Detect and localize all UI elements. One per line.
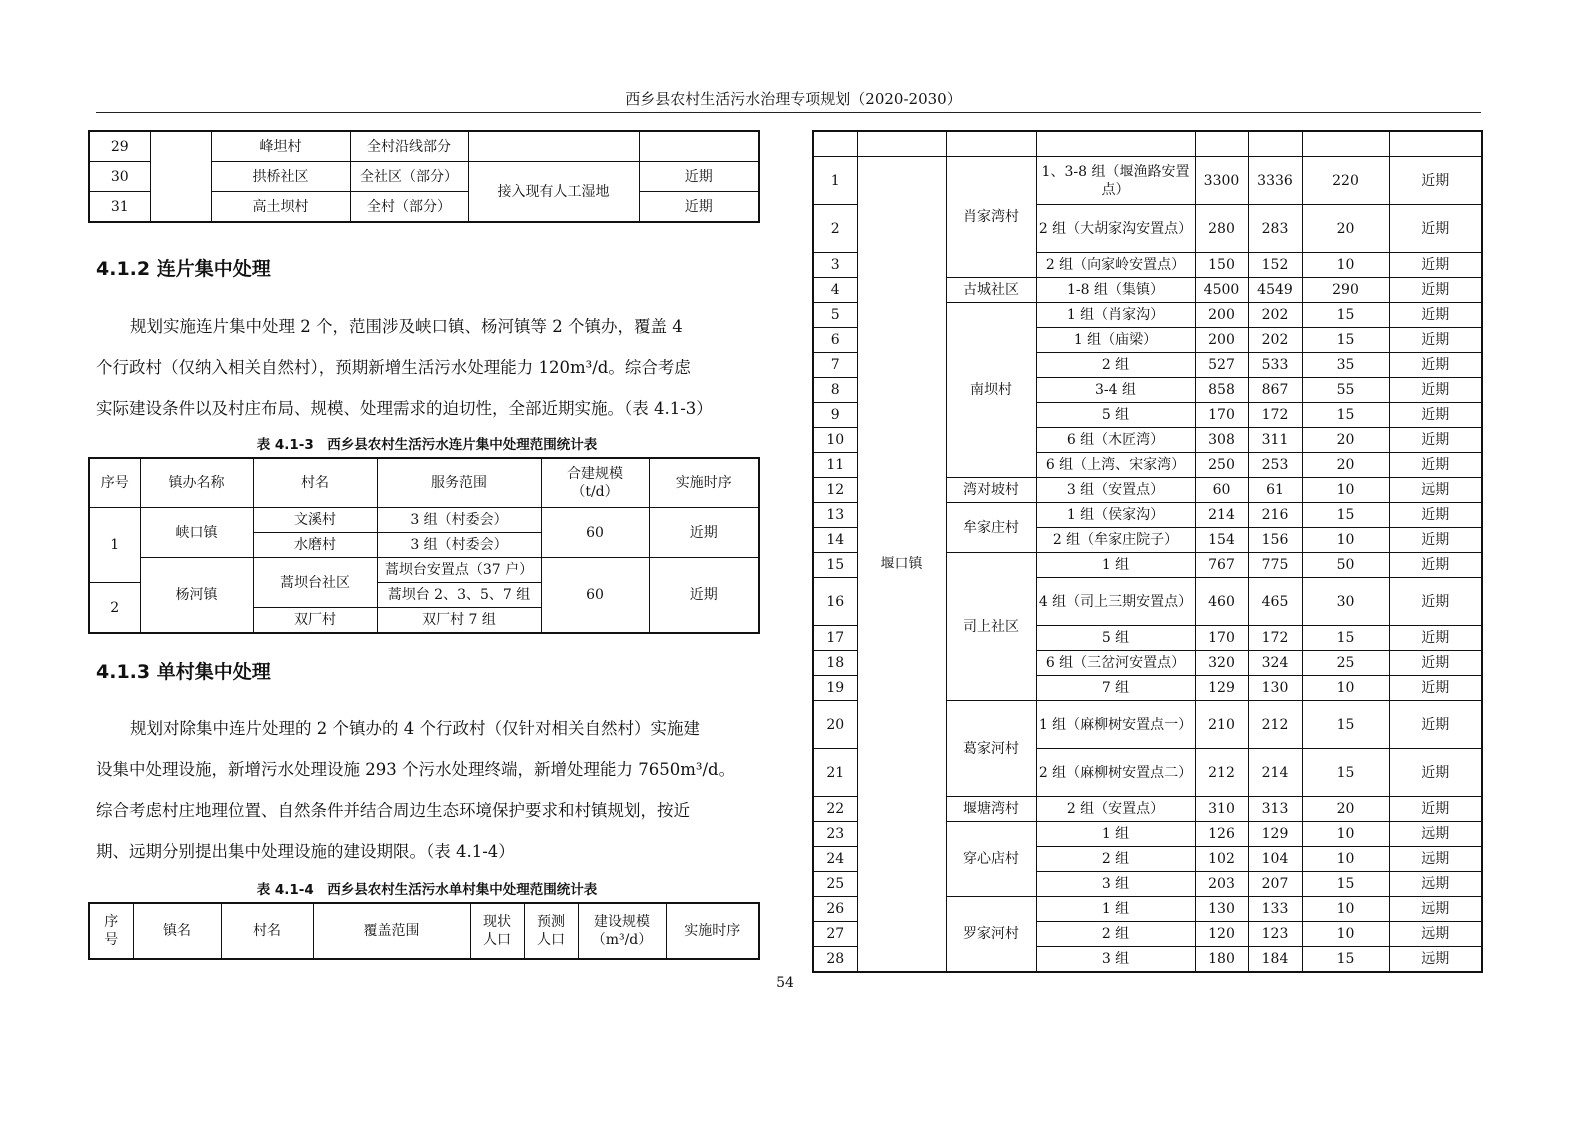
table-4-1-3 bbox=[88, 457, 760, 634]
phase: 远期 bbox=[1389, 897, 1482, 922]
current-population: 320 bbox=[1195, 651, 1248, 676]
current-population: 129 bbox=[1195, 676, 1248, 701]
coverage-scope: 2 组 bbox=[1036, 922, 1195, 947]
predicted-population: 4549 bbox=[1248, 278, 1302, 303]
village-name: 葛家河村 bbox=[946, 701, 1036, 797]
predicted-population: 184 bbox=[1248, 947, 1302, 973]
current-population: 170 bbox=[1195, 403, 1248, 428]
predicted-population: 216 bbox=[1248, 503, 1302, 528]
current-population: 212 bbox=[1195, 749, 1248, 797]
phase: 近期 bbox=[1389, 303, 1482, 328]
design-scale: 15 bbox=[1302, 403, 1389, 428]
design-scale: 15 bbox=[1302, 328, 1389, 353]
col-header: 镇办名称 bbox=[140, 458, 253, 508]
col-header: 实施时序 bbox=[666, 903, 759, 959]
blank-header-cell bbox=[1195, 131, 1248, 157]
row-number: 10 bbox=[813, 428, 857, 453]
service-scope: 双厂村 7 组 bbox=[377, 608, 541, 634]
table-4-1-4-continued bbox=[812, 130, 1483, 973]
current-population: 180 bbox=[1195, 947, 1248, 973]
phase: 近期 bbox=[1389, 578, 1482, 626]
coverage-scope: 6 组（上湾、宋家湾） bbox=[1036, 453, 1195, 478]
current-population: 858 bbox=[1195, 378, 1248, 403]
phase: 近期 bbox=[1389, 253, 1482, 278]
phase: 近期 bbox=[1389, 676, 1482, 701]
village-name: 双厂村 bbox=[253, 608, 377, 634]
design-scale: 15 bbox=[1302, 749, 1389, 797]
predicted-population: 61 bbox=[1248, 478, 1302, 503]
phase: 远期 bbox=[1389, 872, 1482, 897]
row-number: 25 bbox=[813, 872, 857, 897]
design-scale: 20 bbox=[1302, 428, 1389, 453]
design-scale: 10 bbox=[1302, 528, 1389, 553]
current-population: 154 bbox=[1195, 528, 1248, 553]
predicted-population: 311 bbox=[1248, 428, 1302, 453]
design-scale: 15 bbox=[1302, 626, 1389, 651]
design-scale: 15 bbox=[1302, 701, 1389, 749]
design-scale: 15 bbox=[1302, 503, 1389, 528]
village-name: 水磨村 bbox=[253, 533, 377, 558]
phase: 远期 bbox=[1389, 947, 1482, 973]
col-header: 实施时序 bbox=[649, 458, 759, 508]
design-scale: 10 bbox=[1302, 478, 1389, 503]
row-number: 14 bbox=[813, 528, 857, 553]
row-number: 17 bbox=[813, 626, 857, 651]
coverage-scope: 3 组（安置点） bbox=[1036, 478, 1195, 503]
town-name: 杨河镇 bbox=[140, 558, 253, 634]
table-row bbox=[89, 508, 759, 533]
coverage-scope: 2 组 bbox=[1036, 353, 1195, 378]
predicted-population: 465 bbox=[1248, 578, 1302, 626]
phase: 近期 bbox=[639, 162, 759, 192]
current-population: 210 bbox=[1195, 701, 1248, 749]
village-name: 峰坦村 bbox=[211, 131, 350, 162]
blank-header-cell bbox=[946, 131, 1036, 157]
current-population: 203 bbox=[1195, 872, 1248, 897]
col-header: 覆盖范围 bbox=[313, 903, 470, 959]
coverage-scope: 1 组（麻柳树安置点一） bbox=[1036, 701, 1195, 749]
phase: 近期 bbox=[639, 192, 759, 223]
row-number: 7 bbox=[813, 353, 857, 378]
design-scale: 20 bbox=[1302, 453, 1389, 478]
current-population: 170 bbox=[1195, 626, 1248, 651]
table-header-row bbox=[813, 131, 1482, 157]
current-population: 4500 bbox=[1195, 278, 1248, 303]
row-number: 30 bbox=[89, 162, 150, 192]
predicted-population: 313 bbox=[1248, 797, 1302, 822]
coverage-scope: 1 组 bbox=[1036, 822, 1195, 847]
service-scope: 蒿坝台 2、3、5、7 组 bbox=[377, 583, 541, 608]
town-name: 堰口镇 bbox=[857, 157, 946, 973]
row-number: 24 bbox=[813, 847, 857, 872]
service-scope: 全村沿线部分 bbox=[350, 131, 468, 162]
row-number: 16 bbox=[813, 578, 857, 626]
row-number: 1 bbox=[813, 157, 857, 205]
design-scale: 15 bbox=[1302, 303, 1389, 328]
row-number: 26 bbox=[813, 897, 857, 922]
row-number: 22 bbox=[813, 797, 857, 822]
col-header: 序号 bbox=[89, 458, 140, 508]
row-number: 2 bbox=[813, 205, 857, 253]
village-name: 拱桥社区 bbox=[211, 162, 350, 192]
village-name: 肖家湾村 bbox=[946, 157, 1036, 278]
paragraph-4-1-3: 规划对除集中连片处理的 2 个镇办的 4 个行政村（仅针对相关自然村）实施建 设集中处理设施，新增污水处理设施 293 个污水处理终端，新增处理能力 7650m³/d。 综合考虑村庄地理位置、自然条件并结合周边生态环境保护要求和村镇规划，按近 期、远期分别提出集中处理设施的建设期限。（表 4.1-4） bbox=[96, 719, 736, 861]
current-population: 102 bbox=[1195, 847, 1248, 872]
service-scope: 3 组（村委会） bbox=[377, 508, 541, 533]
coverage-scope: 5 组 bbox=[1036, 403, 1195, 428]
predicted-population: 207 bbox=[1248, 872, 1302, 897]
predicted-population: 123 bbox=[1248, 922, 1302, 947]
service-scope: 全村（部分） bbox=[350, 192, 468, 223]
predicted-population: 3336 bbox=[1248, 157, 1302, 205]
col-header: 村名 bbox=[221, 903, 313, 959]
village-name: 南坝村 bbox=[946, 303, 1036, 478]
coverage-scope: 1、3-8 组（堰渔路安置点） bbox=[1036, 157, 1195, 205]
running-header: 西乡县农村生活污水治理专项规划（2020-2030） bbox=[625, 90, 962, 108]
village-name: 文溪村 bbox=[253, 508, 377, 533]
coverage-scope: 2 组（麻柳树安置点二） bbox=[1036, 749, 1195, 797]
current-population: 308 bbox=[1195, 428, 1248, 453]
col-header: 村名 bbox=[253, 458, 377, 508]
coverage-scope: 2 组（牟家庄院子） bbox=[1036, 528, 1195, 553]
phase: 近期 bbox=[1389, 797, 1482, 822]
design-scale: 50 bbox=[1302, 553, 1389, 578]
row-number: 27 bbox=[813, 922, 857, 947]
coverage-scope: 4 组（司上三期安置点） bbox=[1036, 578, 1195, 626]
row-number: 3 bbox=[813, 253, 857, 278]
phase: 远期 bbox=[1389, 822, 1482, 847]
row-number: 2 bbox=[89, 583, 140, 634]
col-header: 预测 人口 bbox=[524, 903, 578, 959]
current-population: 767 bbox=[1195, 553, 1248, 578]
service-scope: 全社区（部分） bbox=[350, 162, 468, 192]
coverage-scope: 2 组（大胡家沟安置点） bbox=[1036, 205, 1195, 253]
phase: 近期 bbox=[1389, 278, 1482, 303]
coverage-scope: 6 组（三岔河安置点） bbox=[1036, 651, 1195, 676]
village-name: 堰塘湾村 bbox=[946, 797, 1036, 822]
phase: 近期 bbox=[1389, 403, 1482, 428]
section-heading-4-1-2: 4.1.2 连片集中处理 bbox=[96, 258, 271, 280]
phase bbox=[639, 131, 759, 162]
treatment-mode: 接入现有人工湿地 bbox=[468, 162, 639, 223]
phase: 近期 bbox=[1389, 503, 1482, 528]
row-number: 12 bbox=[813, 478, 857, 503]
table-4-1-4-header bbox=[88, 902, 760, 960]
coverage-scope: 1 组（肖家沟） bbox=[1036, 303, 1195, 328]
coverage-scope: 3 组 bbox=[1036, 872, 1195, 897]
design-scale: 10 bbox=[1302, 922, 1389, 947]
current-population: 280 bbox=[1195, 205, 1248, 253]
phase: 近期 bbox=[649, 508, 759, 558]
phase: 近期 bbox=[649, 558, 759, 634]
village-name: 蒿坝台社区 bbox=[253, 558, 377, 608]
row-number: 18 bbox=[813, 651, 857, 676]
current-population: 200 bbox=[1195, 303, 1248, 328]
continued-table bbox=[88, 130, 760, 223]
design-scale: 30 bbox=[1302, 578, 1389, 626]
row-number: 5 bbox=[813, 303, 857, 328]
predicted-population: 172 bbox=[1248, 403, 1302, 428]
coverage-scope: 1 组（庙梁） bbox=[1036, 328, 1195, 353]
phase: 近期 bbox=[1389, 428, 1482, 453]
col-header: 建设规模 （m³/d） bbox=[578, 903, 666, 959]
coverage-scope: 1 组 bbox=[1036, 897, 1195, 922]
predicted-population: 133 bbox=[1248, 897, 1302, 922]
predicted-population: 104 bbox=[1248, 847, 1302, 872]
coverage-scope: 1 组（侯家沟） bbox=[1036, 503, 1195, 528]
design-scale: 10 bbox=[1302, 847, 1389, 872]
current-population: 150 bbox=[1195, 253, 1248, 278]
row-number: 31 bbox=[89, 192, 150, 223]
design-scale: 20 bbox=[1302, 797, 1389, 822]
current-population: 214 bbox=[1195, 503, 1248, 528]
design-scale: 10 bbox=[1302, 253, 1389, 278]
coverage-scope: 2 组（安置点） bbox=[1036, 797, 1195, 822]
table-row bbox=[813, 157, 1482, 205]
predicted-population: 130 bbox=[1248, 676, 1302, 701]
current-population: 126 bbox=[1195, 822, 1248, 847]
row-number: 13 bbox=[813, 503, 857, 528]
table-header-row bbox=[89, 458, 759, 508]
coverage-scope: 1-8 组（集镇） bbox=[1036, 278, 1195, 303]
design-scale: 15 bbox=[1302, 872, 1389, 897]
design-scale: 220 bbox=[1302, 157, 1389, 205]
phase: 远期 bbox=[1389, 847, 1482, 872]
row-number: 19 bbox=[813, 676, 857, 701]
col-header: 合建规模 （t/d） bbox=[541, 458, 649, 508]
page-number: 54 bbox=[776, 975, 794, 991]
predicted-population: 867 bbox=[1248, 378, 1302, 403]
predicted-population: 129 bbox=[1248, 822, 1302, 847]
coverage-scope: 5 组 bbox=[1036, 626, 1195, 651]
coverage-scope: 1 组 bbox=[1036, 553, 1195, 578]
phase: 近期 bbox=[1389, 701, 1482, 749]
col-header: 现状 人口 bbox=[470, 903, 524, 959]
design-scale: 35 bbox=[1302, 353, 1389, 378]
coverage-scope: 3 组 bbox=[1036, 947, 1195, 973]
village-name: 湾对坡村 bbox=[946, 478, 1036, 503]
row-number: 11 bbox=[813, 453, 857, 478]
phase: 近期 bbox=[1389, 626, 1482, 651]
design-scale: 20 bbox=[1302, 205, 1389, 253]
blank-header-cell bbox=[1389, 131, 1482, 157]
phase: 近期 bbox=[1389, 157, 1482, 205]
col-header: 服务范围 bbox=[377, 458, 541, 508]
design-scale: 55 bbox=[1302, 378, 1389, 403]
phase: 近期 bbox=[1389, 378, 1482, 403]
blank-header-cell bbox=[1248, 131, 1302, 157]
phase: 近期 bbox=[1389, 528, 1482, 553]
row-number: 20 bbox=[813, 701, 857, 749]
row-number: 15 bbox=[813, 553, 857, 578]
table-row bbox=[89, 558, 759, 583]
phase: 近期 bbox=[1389, 651, 1482, 676]
header-rule bbox=[96, 112, 1481, 113]
coverage-scope: 6 组（木匠湾） bbox=[1036, 428, 1195, 453]
coverage-scope: 2 组 bbox=[1036, 847, 1195, 872]
design-scale: 10 bbox=[1302, 897, 1389, 922]
current-population: 120 bbox=[1195, 922, 1248, 947]
predicted-population: 172 bbox=[1248, 626, 1302, 651]
blank-header-cell bbox=[813, 131, 857, 157]
village-name: 穿心店村 bbox=[946, 822, 1036, 897]
phase: 近期 bbox=[1389, 353, 1482, 378]
village-name: 司上社区 bbox=[946, 553, 1036, 701]
design-scale: 290 bbox=[1302, 278, 1389, 303]
blank-header-cell bbox=[857, 131, 946, 157]
predicted-population: 214 bbox=[1248, 749, 1302, 797]
current-population: 250 bbox=[1195, 453, 1248, 478]
current-population: 60 bbox=[1195, 478, 1248, 503]
coverage-scope: 3-4 组 bbox=[1036, 378, 1195, 403]
blank-header-cell bbox=[1036, 131, 1195, 157]
phase: 近期 bbox=[1389, 453, 1482, 478]
coverage-scope: 2 组（向家岭安置点） bbox=[1036, 253, 1195, 278]
row-number: 6 bbox=[813, 328, 857, 353]
predicted-population: 283 bbox=[1248, 205, 1302, 253]
current-population: 3300 bbox=[1195, 157, 1248, 205]
current-population: 310 bbox=[1195, 797, 1248, 822]
predicted-population: 212 bbox=[1248, 701, 1302, 749]
phase: 远期 bbox=[1389, 922, 1482, 947]
predicted-population: 202 bbox=[1248, 328, 1302, 353]
coverage-scope: 7 组 bbox=[1036, 676, 1195, 701]
predicted-population: 253 bbox=[1248, 453, 1302, 478]
predicted-population: 202 bbox=[1248, 303, 1302, 328]
current-population: 130 bbox=[1195, 897, 1248, 922]
section-heading-4-1-3: 4.1.3 单村集中处理 bbox=[96, 661, 271, 683]
town-cell bbox=[150, 131, 211, 222]
current-population: 200 bbox=[1195, 328, 1248, 353]
design-scale: 15 bbox=[1302, 947, 1389, 973]
row-number: 9 bbox=[813, 403, 857, 428]
village-name: 罗家河村 bbox=[946, 897, 1036, 973]
row-number: 28 bbox=[813, 947, 857, 973]
town-name: 峡口镇 bbox=[140, 508, 253, 558]
predicted-population: 775 bbox=[1248, 553, 1302, 578]
row-number: 4 bbox=[813, 278, 857, 303]
table-caption-4-1-3: 表 4.1-3 西乡县农村生活污水连片集中处理范围统计表 bbox=[256, 437, 598, 453]
scale: 60 bbox=[541, 508, 649, 558]
village-name: 高土坝村 bbox=[211, 192, 350, 223]
service-scope: 蒿坝台安置点（37 户） bbox=[377, 558, 541, 583]
predicted-population: 324 bbox=[1248, 651, 1302, 676]
predicted-population: 152 bbox=[1248, 253, 1302, 278]
design-scale: 25 bbox=[1302, 651, 1389, 676]
table-row bbox=[89, 131, 759, 162]
treatment-mode bbox=[468, 131, 639, 162]
current-population: 527 bbox=[1195, 353, 1248, 378]
scale: 60 bbox=[541, 558, 649, 634]
row-number: 23 bbox=[813, 822, 857, 847]
village-name: 牟家庄村 bbox=[946, 503, 1036, 553]
row-number: 1 bbox=[89, 508, 140, 583]
service-scope: 3 组（村委会） bbox=[377, 533, 541, 558]
predicted-population: 156 bbox=[1248, 528, 1302, 553]
phase: 近期 bbox=[1389, 553, 1482, 578]
phase: 近期 bbox=[1389, 205, 1482, 253]
row-number: 21 bbox=[813, 749, 857, 797]
row-number: 29 bbox=[89, 131, 150, 162]
design-scale: 10 bbox=[1302, 822, 1389, 847]
design-scale: 10 bbox=[1302, 676, 1389, 701]
col-header: 序 号 bbox=[89, 903, 133, 959]
table-caption-4-1-4: 表 4.1-4 西乡县农村生活污水单村集中处理范围统计表 bbox=[256, 882, 598, 898]
phase: 近期 bbox=[1389, 749, 1482, 797]
predicted-population: 533 bbox=[1248, 353, 1302, 378]
table-header-row bbox=[89, 903, 759, 959]
row-number: 8 bbox=[813, 378, 857, 403]
paragraph-4-1-2: 规划实施连片集中处理 2 个，范围涉及峡口镇、杨河镇等 2 个镇办，覆盖 4 个行政村（仅纳入相关自然村），预期新增生活污水处理能力 120m³/d。综合考虑 实际建设条件以及村庄布局、规模、处理需求的迫切性，全部近期实施。（表 4.1-3） bbox=[96, 317, 713, 418]
col-header: 镇名 bbox=[133, 903, 221, 959]
phase: 近期 bbox=[1389, 328, 1482, 353]
current-population: 460 bbox=[1195, 578, 1248, 626]
blank-header-cell bbox=[1302, 131, 1389, 157]
phase: 远期 bbox=[1389, 478, 1482, 503]
village-name: 古城社区 bbox=[946, 278, 1036, 303]
